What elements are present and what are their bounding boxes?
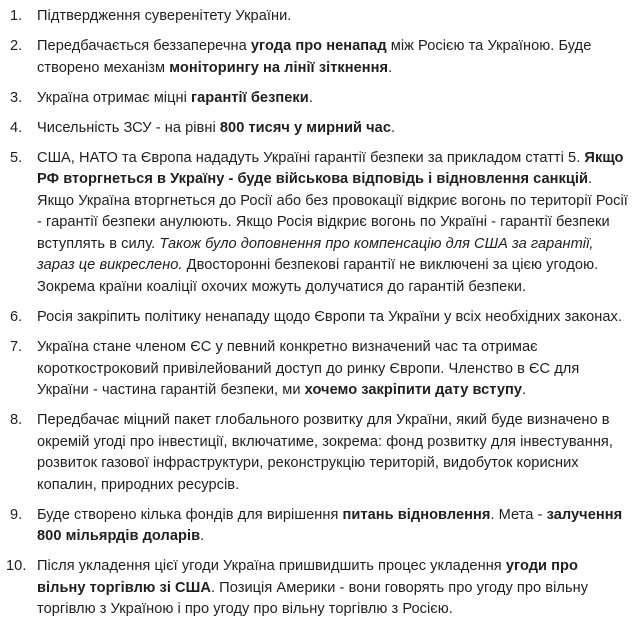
item-number: 1.: [10, 8, 23, 24]
text-run: Після укладення цієї угоди Україна пришвидшить процес укладення: [37, 558, 506, 575]
item-number: 10.: [6, 558, 27, 575]
list-item: [0, 6, 630, 28]
bold-emphasis: залучення 800 мільярдів доларів: [37, 506, 623, 545]
text-run: . Позиція Америки - вони говорять про угоду про вільну торгівлю з Україною і про угоду про вільну торгівлю з Росією.: [37, 579, 589, 618]
text-run: .: [308, 89, 313, 106]
bold-emphasis: угоди про вільну торгівлю зі США: [37, 558, 578, 596]
list-item: [0, 556, 630, 621]
text-run: Росія закріпить політику ненападу щодо Європи та України у всіх необхідних законах.: [37, 308, 622, 325]
list-item: [0, 148, 630, 299]
item-text: [37, 38, 591, 76]
list-item: [0, 88, 630, 110]
list-item: [0, 505, 630, 548]
text-run: Передбачається беззаперечна: [37, 38, 251, 55]
item-number: 8.: [10, 412, 23, 429]
item-number: 6.: [10, 308, 23, 325]
item-text: [37, 8, 291, 24]
bold-emphasis: угода про ненапад: [250, 38, 387, 55]
item-text: [37, 90, 313, 106]
list-item: [0, 410, 630, 496]
item-number: 7.: [10, 339, 23, 356]
item-text: [37, 339, 579, 398]
text-run: Україна стане членом ЄС у певний конкретно визначений час та отримає короткостроковий привілейований доступ до ринку Європи. Членство в ЄС для України - частина гарантій безпеки, ми: [37, 339, 580, 399]
text-run: Підтвердження суверенітету України.: [37, 8, 292, 24]
text-run: .: [522, 382, 527, 399]
numbered-list: [0, 6, 630, 621]
item-number: 4.: [10, 119, 23, 136]
text-run: Двосторонні безпекові гарантії не виключені за цією угодою. Зокрема країни коаліції охочих можуть долучатися до гарантій безпеки.: [37, 257, 599, 295]
text-run: .: [391, 119, 396, 136]
item-text: [37, 558, 588, 617]
bold-emphasis: гарантії безпеки: [191, 89, 309, 106]
item-text: [37, 120, 395, 136]
item-number: 3.: [10, 89, 23, 106]
bold-emphasis: хочемо закріпити дату вступу: [304, 382, 523, 399]
item-number: 9.: [10, 506, 23, 523]
text-run: . Мета -: [490, 506, 547, 523]
text-run: . Якщо Україна вторгнеться до Росії або без провокації відкриє вогонь по території Росії - гарантії безпеки анулюють. Якщо Росія відкриє вогонь по Україні - гарантії безпеки вступлять в силу.: [37, 171, 628, 252]
item-text: [37, 507, 622, 545]
italic-note: Також було доповнення про компенсацію для США за гарантії, зараз це викреслено.: [37, 235, 594, 274]
bold-emphasis: моніторингу на лінії зіткнення: [169, 59, 389, 76]
item-text: [37, 309, 622, 325]
bold-emphasis: питань відновлення: [342, 506, 491, 523]
text-run: Україна отримає міцні: [37, 89, 192, 106]
list-item: [0, 36, 630, 79]
item-number: 5.: [10, 149, 23, 166]
bold-emphasis: Якщо РФ вторгнеться в Україну - буде військова відповідь і відновлення санкцій: [37, 149, 624, 188]
item-number: 2.: [10, 38, 23, 55]
bold-emphasis: 800 тисяч у мирний час: [219, 119, 392, 136]
text-run: США, НАТО та Європа нададуть Україні гарантії безпеки за прикладом статті 5.: [37, 149, 585, 166]
item-text: [37, 150, 628, 295]
list-item: [0, 337, 630, 402]
text-run: Буде створено кілька фондів для вирішення: [37, 506, 343, 523]
text-run: Чисельність ЗСУ - на рівні: [37, 119, 220, 136]
text-run: між Росією та Україною. Буде створено механізм: [37, 38, 592, 76]
text-run: .: [200, 528, 205, 545]
text-run: Передбачає міцний пакет глобального розвитку для України, який буде визначено в окремій угоді про інвестиції, включатиме, зокрема: фонд розвитку для інвестування, розвиток газової інфраструктури, реконструкцію територій, видобуток корисних копалин, природних ресурсів.: [37, 412, 613, 493]
text-run: .: [388, 59, 393, 76]
list-item: [0, 118, 630, 140]
item-text: [37, 412, 613, 493]
list-item: [0, 307, 630, 329]
